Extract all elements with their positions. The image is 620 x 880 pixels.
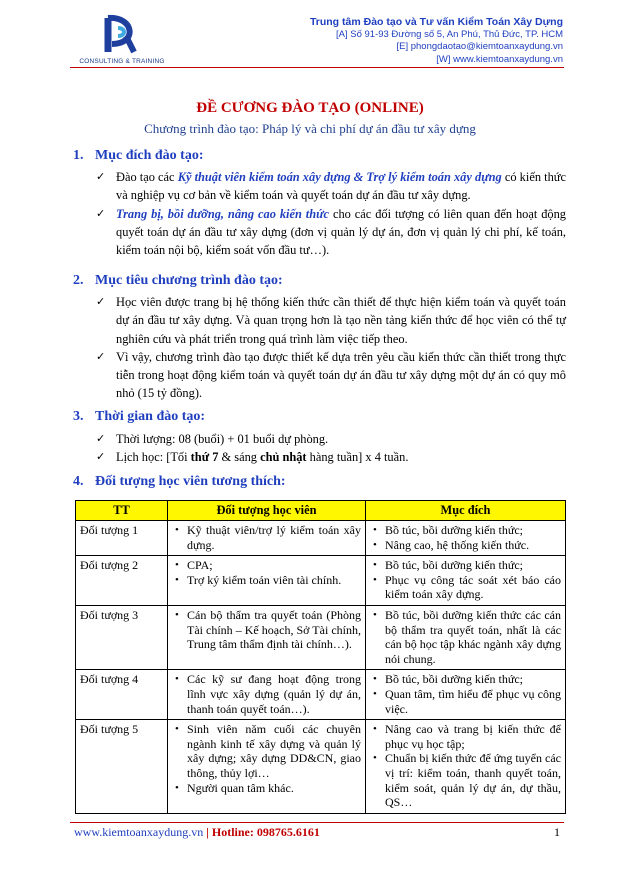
emphasis-text: Trang bị, bồi dưỡng, nâng cao kiến thức bbox=[116, 206, 330, 221]
purpose-cell bbox=[366, 670, 566, 720]
list-item: ✓ Vì vậy, chương trình đào tạo được thiết kế dựa trên yêu cầu kiến thức cần thiết trong thực tiễn trong hoạt động kiểm toán và quyết toán dự án đầu tư xây dựng một dự án có quy mô nhỏ (15 tỷ đồng). bbox=[96, 349, 566, 401]
page-number: 1 bbox=[554, 825, 560, 839]
checkmark-icon: ✓ bbox=[96, 432, 106, 445]
logo-tagline: CONSULTING & TRAINING bbox=[79, 58, 165, 65]
table-row bbox=[76, 605, 566, 669]
section-title: Mục tiêu chương trình đào tạo: bbox=[95, 273, 283, 288]
section-heading-audience bbox=[73, 474, 286, 490]
header-divider bbox=[70, 67, 564, 68]
list-item: ✓ Lịch học: [Tối thứ 7 & sáng chủ nhật hàng tuần] x 4 tuần. bbox=[96, 448, 566, 466]
audience-cell bbox=[168, 605, 366, 669]
checkmark-icon: ✓ bbox=[96, 170, 106, 183]
cell-bullet: • Nâng cao, hệ thống kiến thức. bbox=[370, 538, 561, 553]
audience-cell bbox=[168, 720, 366, 814]
cell-bullet: • Phục vụ công tác soát xét báo cáo kiểm toán xây dựng. bbox=[370, 573, 561, 602]
cell-bullet: • Chuẩn bị kiến thức để ứng tuyển các vị trí: kiểm toán, thanh quyết toán, kiểm soát, quản lý dự án, dự thầu, QS… bbox=[370, 751, 561, 809]
audience-cell bbox=[168, 521, 366, 556]
cell-bullet: • Sinh viên năm cuối các chuyên ngành kinh tế xây dựng và quản lý xây dựng; xây dựng DD&CN, giao thông, thủy lợi… bbox=[172, 722, 361, 780]
checkmark-icon: ✓ bbox=[96, 206, 106, 220]
row-label: Đối tượng 1 bbox=[76, 521, 168, 556]
column-header: Mục đích bbox=[366, 501, 566, 521]
list-item: ✓ Học viên được trang bị hệ thống kiến thức cần thiết để thực hiện kiểm toán và quyết toán dự án đầu tư xây dựng. Và quan trọng hơn là tạo nền tảng kiến thức để học viên có thể tự nghiên cứu và phát triển trong quá trình làm việc tiếp theo. bbox=[96, 295, 566, 346]
footer-hotline: Hotline: 098765.6161 bbox=[211, 825, 320, 839]
row-label: Đối tượng 4 bbox=[76, 670, 168, 720]
emphasis-text: Kỹ thuật viên kiểm toán xây dựng & Trợ lý kiểm toán xây dựng bbox=[177, 170, 502, 184]
cell-bullet: • Bồ túc, bồi dưỡng kiến thức; bbox=[370, 558, 561, 573]
purpose-cell bbox=[366, 605, 566, 669]
cell-bullet: • Trợ ký kiểm toán viên tài chính. bbox=[172, 573, 361, 588]
list-item: ✓ Thời lượng: 08 (buổi) + 01 buổi dự phòng. bbox=[96, 430, 566, 448]
center-name: Trung tâm Đào tạo và Tư vấn Kiểm Toán Xây Dựng bbox=[309, 16, 563, 28]
section-heading-duration bbox=[73, 409, 205, 425]
row-label: Đối tượng 3 bbox=[76, 605, 168, 669]
audience-table bbox=[75, 500, 566, 814]
purpose-cell bbox=[366, 720, 566, 814]
purpose-cell bbox=[366, 556, 566, 606]
cell-bullet: • Cán bộ thẩm tra quyết toán (Phòng Tài chính – Kế hoạch, Sở Tài chính, Trung tâm thẩm định tài chính…). bbox=[172, 608, 361, 652]
cell-bullet: • Người quan tâm khác. bbox=[172, 781, 361, 796]
cell-bullet: • CPA; bbox=[172, 558, 361, 573]
footer-divider bbox=[70, 822, 564, 823]
cell-bullet: • Bồ túc, bồi dưỡng kiến thức các cán bộ thẩm tra quyết toán, nhất là các cán bộ học tập khác ngành xây dựng nói chung. bbox=[370, 608, 561, 666]
list-item: ✓ Trang bị, bồi dưỡng, nâng cao kiến thức cho các đối tượng có liên quan đến hoạt động quyết toán dự án đầu tư xây dựng (đơn vị quản lý dự án, đơn vị quản lý chi phí, kế toán, kiểm toán nội bộ, kiểm soát vốn đầu tư…). bbox=[96, 206, 566, 258]
footer-website-link[interactable]: www.kiemtoanxaydung.vn bbox=[74, 825, 204, 839]
cell-bullet: • Nâng cao và trang bị kiến thức để phục vụ học tập; bbox=[370, 722, 561, 751]
section-title: Thời gian đào tạo: bbox=[95, 409, 206, 424]
table-row bbox=[76, 521, 566, 556]
company-logo bbox=[72, 14, 172, 68]
column-header: Đối tượng học viên bbox=[168, 501, 366, 521]
cell-bullet: • Bồ túc, bồi dưỡng kiến thức; bbox=[370, 672, 561, 687]
document-subtitle: Chương trình đào tạo: Pháp lý và chi phí dự án đầu tư xây dựng bbox=[144, 121, 476, 136]
contact-block bbox=[310, 16, 563, 66]
section-number: 4. bbox=[73, 474, 84, 489]
cell-bullet: • Kỹ thuật viên/trợ lý kiểm toán xây dựng. bbox=[172, 523, 361, 552]
row-label: Đối tượng 2 bbox=[76, 556, 168, 606]
section-heading-purpose bbox=[73, 148, 204, 164]
cell-bullet: • Quan tâm, tìm hiểu để phục vụ công việc. bbox=[370, 687, 561, 716]
footer bbox=[74, 825, 320, 840]
column-header: TT bbox=[76, 501, 168, 521]
audience-cell bbox=[168, 670, 366, 720]
cell-bullet: • Bồ túc, bồi dưỡng kiến thức; bbox=[370, 523, 561, 538]
section-title: Đối tượng học viên tương thích: bbox=[95, 474, 286, 489]
section-number: 1. bbox=[73, 148, 84, 163]
section-number: 2. bbox=[73, 273, 84, 288]
email-line[interactable]: [E] phongdaotao@kiemtoanxaydung.vn bbox=[396, 41, 563, 52]
document-title: ĐỀ CƯƠNG ĐÀO TẠO (ONLINE) bbox=[196, 100, 424, 116]
checkmark-icon: ✓ bbox=[96, 349, 106, 363]
checkmark-icon: ✓ bbox=[96, 450, 106, 464]
list-item: ✓ Đào tạo các Kỹ thuật viên kiểm toán xây dựng & Trợ lý kiểm toán xây dựng có kiến thức và nghiệp vụ cơ bản về kiểm toán và quyết toán dự án đầu tư xây dựng. bbox=[96, 170, 566, 203]
section-objectives-bullets bbox=[96, 293, 566, 403]
address-line: [A] Số 91-93 Đường số 5, An Phú, Thủ Đức, TP. HCM bbox=[335, 28, 563, 40]
section-heading-objectives bbox=[73, 273, 283, 289]
checkmark-icon: ✓ bbox=[96, 295, 106, 308]
table-row bbox=[76, 720, 566, 814]
table-row bbox=[76, 670, 566, 720]
logo-mark-icon bbox=[104, 14, 140, 54]
section-number: 3. bbox=[73, 409, 84, 424]
web-line[interactable]: [W] www.kiemtoanxaydung.vn bbox=[436, 53, 563, 65]
footer-separator: | bbox=[203, 825, 212, 839]
audience-cell bbox=[168, 556, 366, 606]
section-purpose-bullets bbox=[96, 168, 566, 259]
table-header-row bbox=[76, 501, 566, 521]
cell-bullet: • Các kỹ sư đang hoạt động trong lĩnh vực xây dựng (quản lý dự án, thanh toán quyết toán…). bbox=[172, 672, 361, 716]
purpose-cell bbox=[366, 521, 566, 556]
table-row bbox=[76, 556, 566, 606]
section-title: Mục đích đào tạo: bbox=[95, 148, 204, 163]
row-label: Đối tượng 5 bbox=[76, 720, 168, 814]
section-duration-bullets bbox=[96, 430, 566, 467]
